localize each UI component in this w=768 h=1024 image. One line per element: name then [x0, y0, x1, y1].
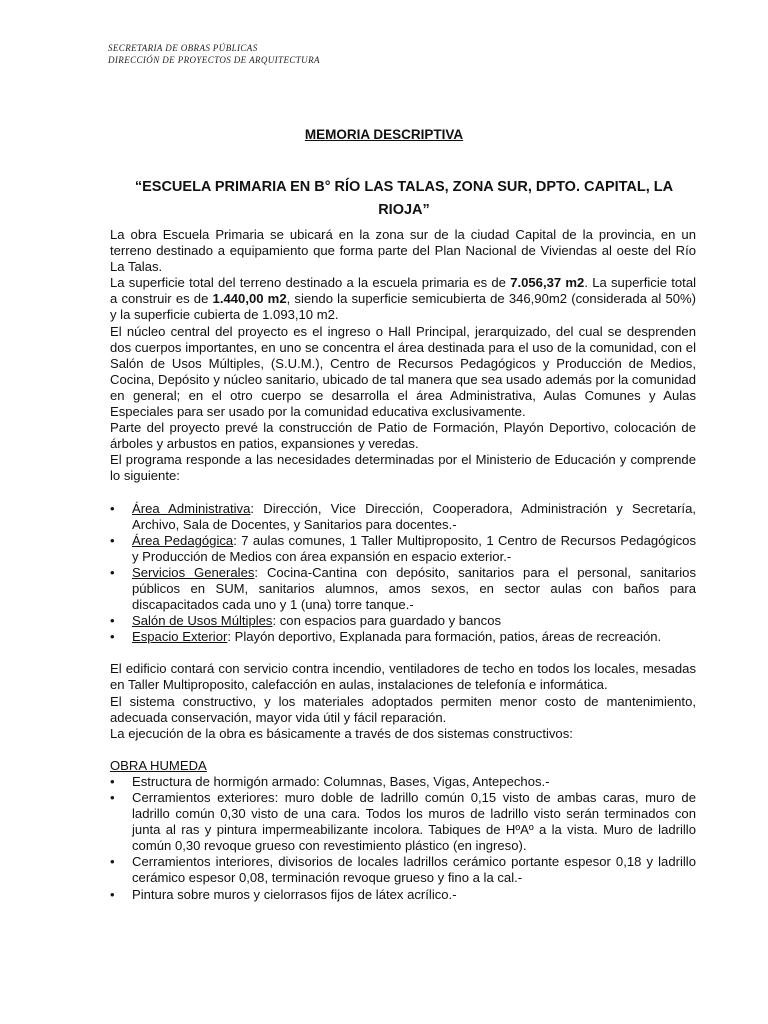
surface-text-1: La superficie total del terreno destinado a la escuela primaria es de [110, 275, 511, 291]
spacer [110, 742, 696, 758]
letterhead [108, 42, 320, 66]
surface-text-2: . La superficie total a construir es de [110, 275, 697, 307]
list-item-text: : Cocina-Cantina con depósito, sanitarios para el personal, sanitarios públicos en SUM, sanitarios alumnos, amos sexos, en sector aulas con baños para discapacitados cada uno y 1 (una) torre tanque.- [132, 564, 696, 613]
obra-humeda-list [110, 774, 696, 903]
list-item [110, 533, 696, 565]
list-item [110, 613, 696, 629]
paragraph-program-intro: El programa responde a las necesidades determinadas por el Ministerio de Educación y comprende lo siguiente: [110, 452, 696, 484]
list-item [110, 887, 696, 903]
bullet-icon: • [110, 886, 115, 902]
paragraph-services: El edificio contará con servicio contra incendio, ventiladores de techo en todos los locales, mesadas en Taller Multiproposito, calefacción en aulas, instalaciones de telefonía e informática. [110, 661, 696, 693]
letterhead-line-2: DIRECCIÓN DE PROYECTOS DE ARQUITECTURA [108, 55, 320, 65]
bullet-icon: • [110, 773, 115, 789]
document-subtitle: “ESCUELA PRIMARIA EN B° RÍO LAS TALAS, ZONA SUR, DPTO. CAPITAL, LA RIOJA” [134, 179, 674, 218]
spacer [110, 645, 696, 661]
spacer [110, 485, 696, 501]
list-item-label: Área Administrativa [132, 500, 251, 516]
list-item-text: : Playón deportivo, Explanada para formación, patios, áreas de recreación. [227, 629, 662, 645]
list-item [110, 565, 696, 613]
list-item [110, 501, 696, 533]
list-item [110, 629, 696, 645]
built-area: 1.440,00 m2 [212, 291, 287, 307]
paragraph-location: La obra Escuela Primaria se ubicará en la zona sur de la ciudad Capital de la provincia, en un terreno destinado a equipamiento que forma parte del Plan Nacional de Viviendas al oeste del Río La Talas. [110, 227, 696, 275]
list-item-label: Espacio Exterior [132, 629, 228, 645]
list-item-text: Estructura de hormigón armado: Columnas, Bases, Vigas, Antepechos.- [132, 773, 550, 789]
list-item-label: Servicios Generales [132, 564, 255, 580]
list-item [110, 774, 696, 790]
paragraph-core: El núcleo central del proyecto es el ingreso o Hall Principal, jerarquizado, del cual se desprenden dos cuerpos importantes, en uno se concentra el área destinada para el uso de la comunidad, con el Salón de Usos Múltiples, (S.U.M.), Centro de Recursos Pedagógicos y Producción de Medios, Cocina, Depósito y núcleo sanitario, ubicado de tal manera que sea usado además por la comunidad en general; en el otro cuerpo se desarrolla el área Administrativa, Aulas Comunes y Aulas Especiales para ser usado por la comunidad educativa exclusivamente. [110, 323, 696, 420]
list-item-label: Área Pedagógica [132, 532, 234, 548]
paragraph-exterior: Parte del proyecto prevé la construcción de Patio de Formación, Playón Deportivo, colocación de árboles y arbustos en patios, expansiones y veredas. [110, 420, 696, 452]
bullet-icon: • [110, 500, 115, 516]
bullet-icon: • [110, 532, 115, 548]
document-body [110, 227, 696, 903]
list-item-label: Salón de Usos Múltiples [132, 613, 273, 629]
bullet-icon: • [110, 790, 115, 805]
list-item-text: Cerramientos interiores, divisorios de locales ladrillos cerámico portante espesor 0,18 y ladrillo cerámico espesor 0,08, terminación revoque grueso y fino a la cal.- [132, 854, 696, 886]
section-heading: OBRA HUMEDA [110, 757, 207, 773]
list-item-text: : 7 aulas comunes, 1 Taller Multiproposito, 1 Centro de Recursos Pedagógicos y Producción de Medios con área expansión en espacio exterior.- [132, 532, 696, 564]
paragraph-surface [110, 275, 696, 323]
list-item-text: : Dirección, Vice Dirección, Cooperadora, Administración y Secretaría, Archivo, Sala de Docentes, y Sanitarios para docentes.- [132, 500, 696, 532]
bullet-icon: • [110, 613, 115, 629]
bullet-icon: • [110, 629, 115, 645]
list-item [110, 854, 696, 886]
list-item-text: : con espacios para guardado y bancos [272, 613, 502, 629]
bullet-icon: • [110, 564, 115, 580]
paragraph-systems: La ejecución de la obra es básicamente a través de dos sistemas constructivos: [110, 725, 573, 741]
paragraph-construction: El sistema constructivo, y los materiales adoptados permiten menor costo de mantenimiento, adecuada conservación, mayor vida útil y fácil reparación. [110, 693, 696, 725]
list-item [110, 790, 696, 854]
document-title: MEMORIA DESCRIPTIVA [304, 127, 464, 142]
letterhead-line-1: SECRETARIA DE OBRAS PÚBLICAS [108, 43, 258, 53]
program-list [110, 501, 696, 646]
list-item-text: Pintura sobre muros y cielorrasos fijos de látex acrílico.- [132, 886, 457, 902]
surface-text-3: , siendo la superficie semicubierta de 346,90m2 (considerada al 50%) y la superficie cubierta de 1.093,10 m2. [110, 291, 697, 323]
list-item-text: Cerramientos exteriores: muro doble de ladrillo común 0,15 visto de ambas caras, muro de ladrillo común 0,30 visto de una cara. Todos los muros de ladrillo visto serán terminados con junta al ras y pintura impermeabilizante incolora. Tabiques de HºAº a la vista. Muro de ladrillo común 0,30 revoque grueso con revestimiento plástico (en ingreso). [132, 790, 696, 854]
terrain-area: 7.056,37 m2 [510, 275, 585, 291]
bullet-icon: • [110, 854, 115, 870]
